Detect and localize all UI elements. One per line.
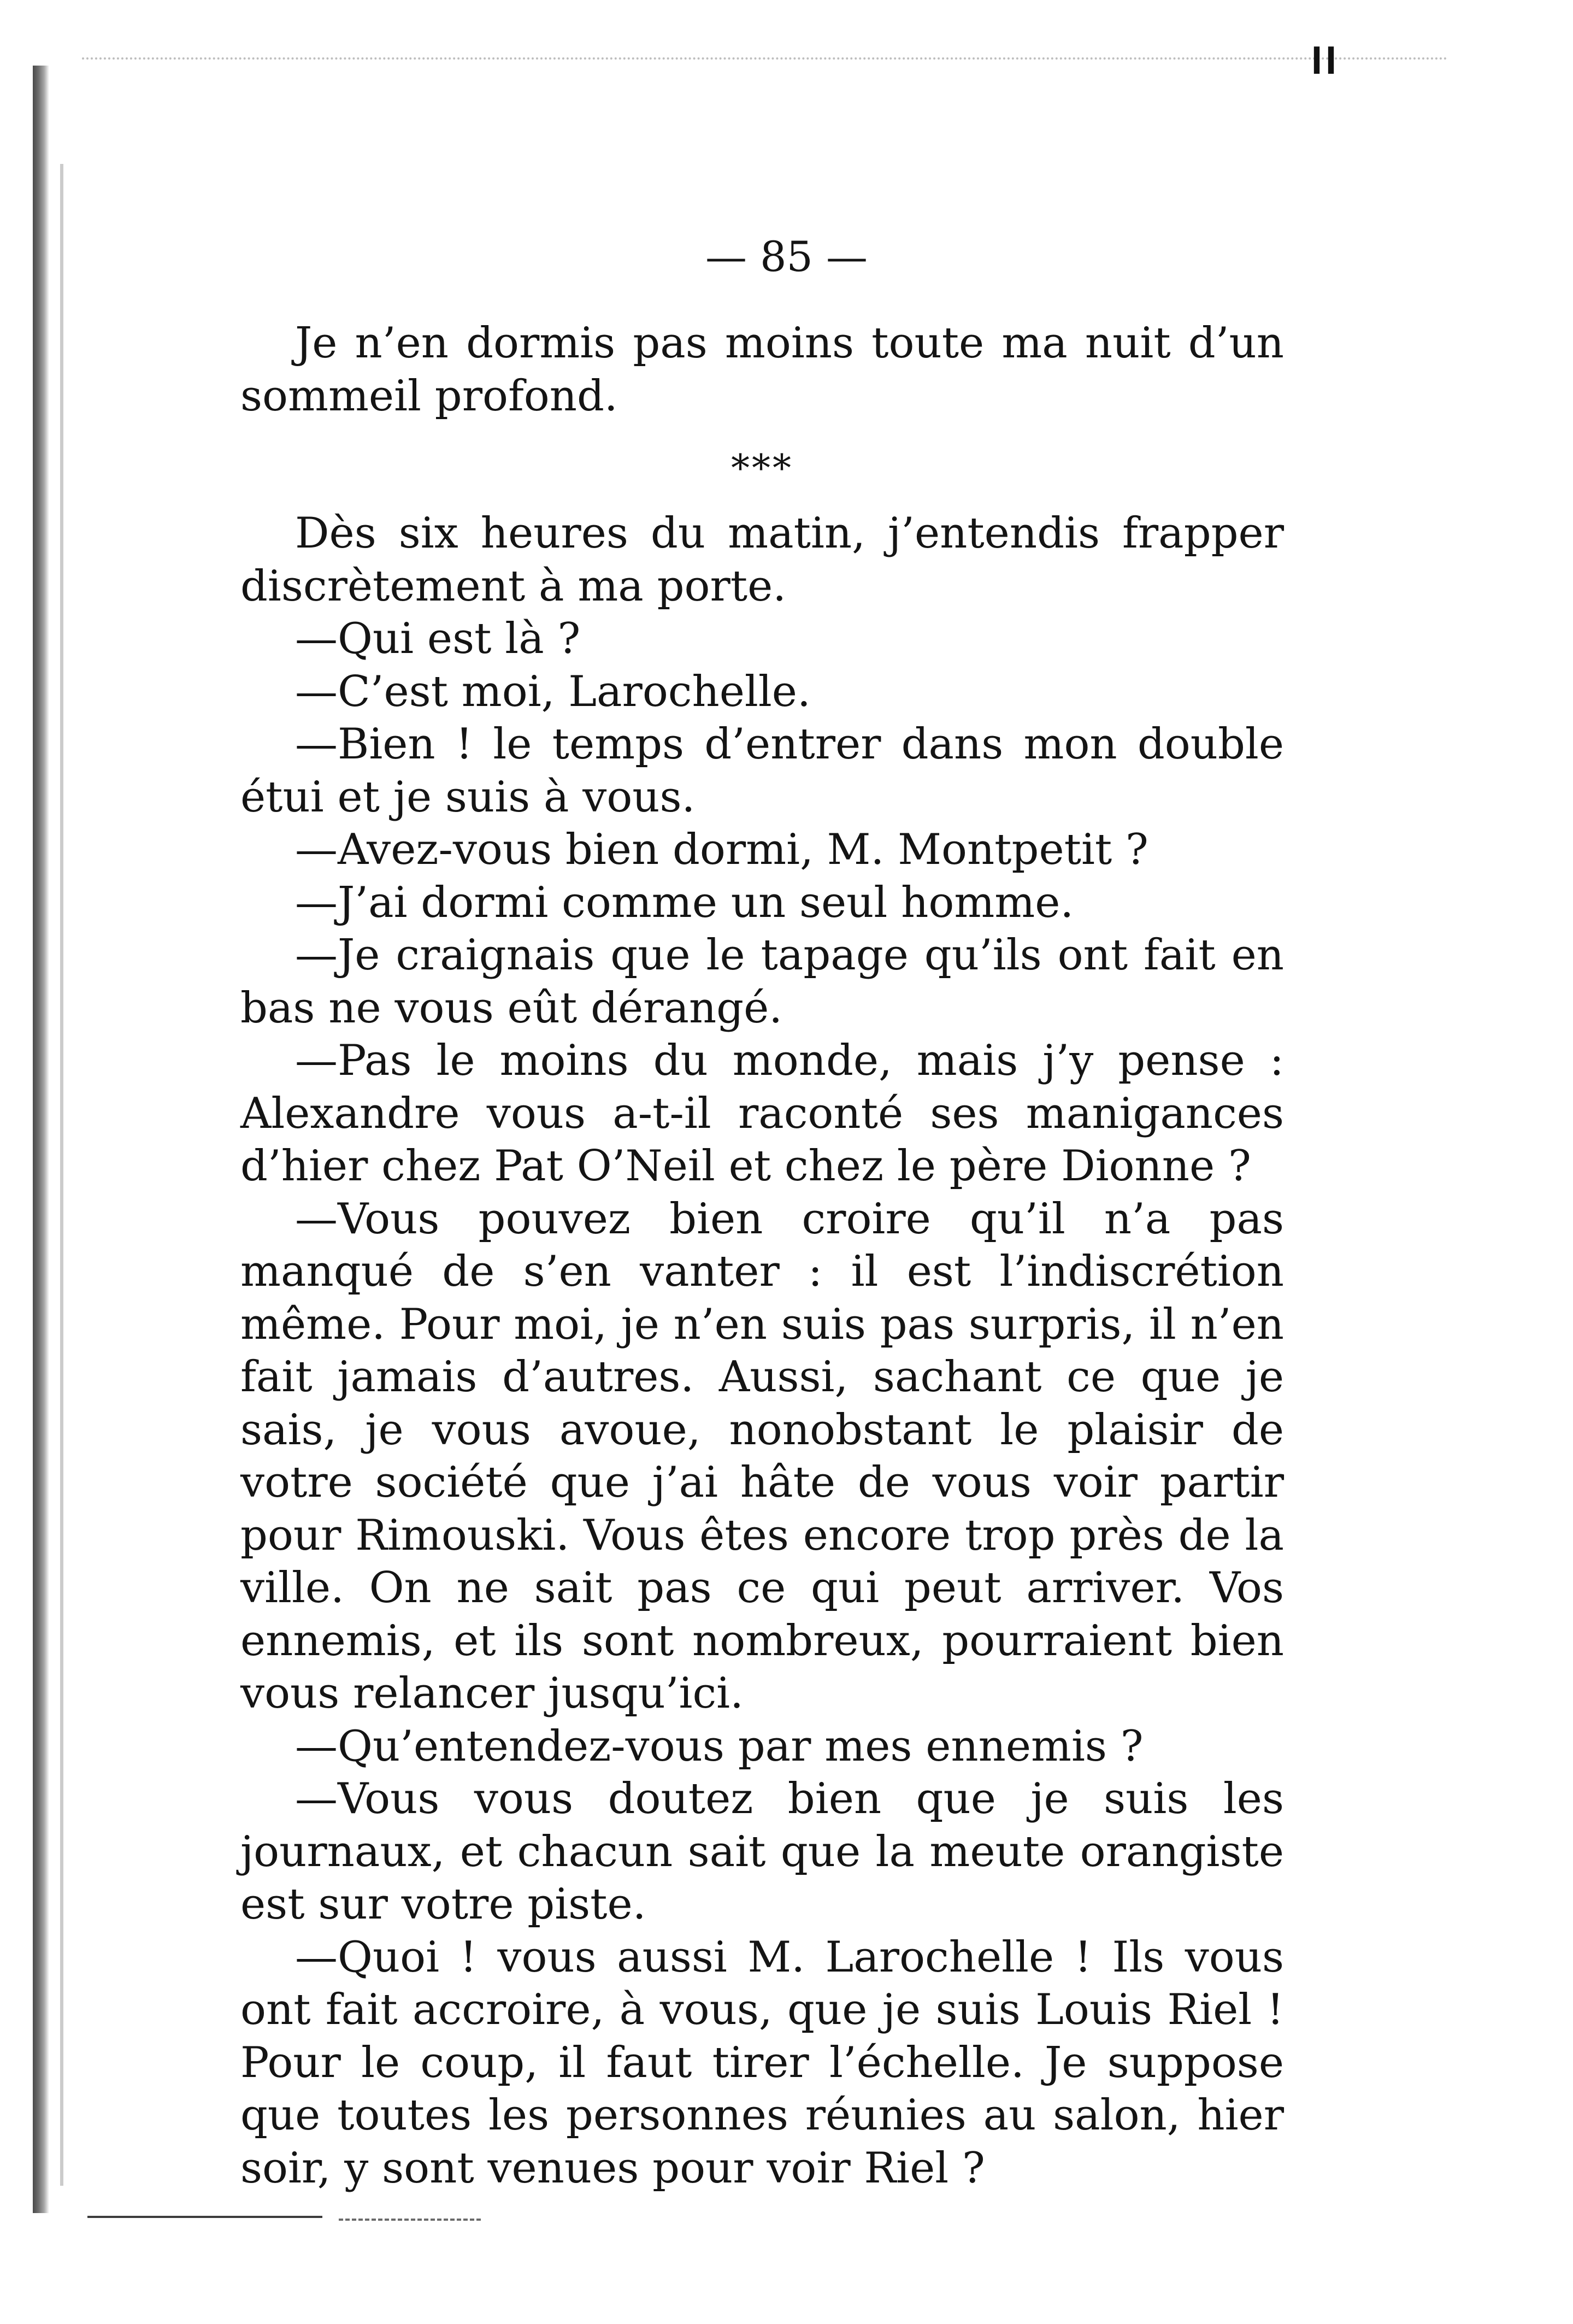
top-scan-noise [82,57,1448,60]
dialogue-line: —J’ai dormi comme un seul homme. [295,878,1074,927]
page-number: — 85 — [705,232,868,281]
dialogue-line: —Qu’entendez-vous par mes ennemis ? [295,1721,1144,1771]
body-text [240,317,1284,2194]
dialogue-line: —Avez-vous bien dormi, M. Montpetit ? [295,825,1148,874]
corner-mark: II [1311,39,1340,83]
paragraph: Je n’en dormis pas moins toute ma nuit d’un sommeil profond. [240,319,1284,421]
dialogue-line: —Bien ! le temps d’entrer dans mon double étui et je suis à vous. [240,720,1284,822]
dialogue-line: —C’est moi, Larochelle. [295,667,811,716]
dialogue-line: —Je craignais que le tapage qu’ils ont fait en bas ne vous eût dérangé. [240,931,1284,1033]
page-binding-edge [33,66,49,2213]
page-binding-shadow [60,164,63,2186]
dialogue-line: —Qui est là ? [295,614,581,663]
section-separator: *** [731,447,793,490]
bottom-scan-line [87,2216,322,2218]
dialogue-line: —Pas le moins du monde, mais j’y pense : Alexandre vous a-t-il raconté ses manigances d’hier chez Pat O’Neil et chez le père Dionne ? [240,1036,1284,1191]
dialogue-line: —Vous pouvez bien croire qu’il n’a pas manqué de s’en vanter : il est l’indiscrétion même. Pour moi, je n’en suis pas surpris, il n’en fait jamais d’autres. Aussi, sachant ce que je sais, je vous avoue, nonobstant le plaisir de votre société que j’ai hâte de vous voir partir pour Rimouski. Vous êtes encore trop près de la ville. On ne sait pas ce qui peut arriver. Vos ennemis, et ils sont nombreux, pourraient bien vous relancer jusqu’ici. [240,1194,1284,1718]
dialogue-line: —Quoi ! vous aussi M. Larochelle ! Ils vous ont fait accroire, à vous, que je suis Louis Riel ! Pour le coup, il faut tirer l’échelle. Je suppose que toutes les personnes réunies au salon, hier soir, y sont venues pour voir Riel ? [240,1932,1284,2193]
paragraph: Dès six heures du matin, j’entendis frapper discrètement à ma porte. [240,509,1284,611]
bottom-scan-dashes [339,2219,481,2221]
dialogue-line: —Vous vous doutez bien que je suis les journaux, et chacun sait que la meute orangiste est sur votre piste. [240,1774,1284,1929]
